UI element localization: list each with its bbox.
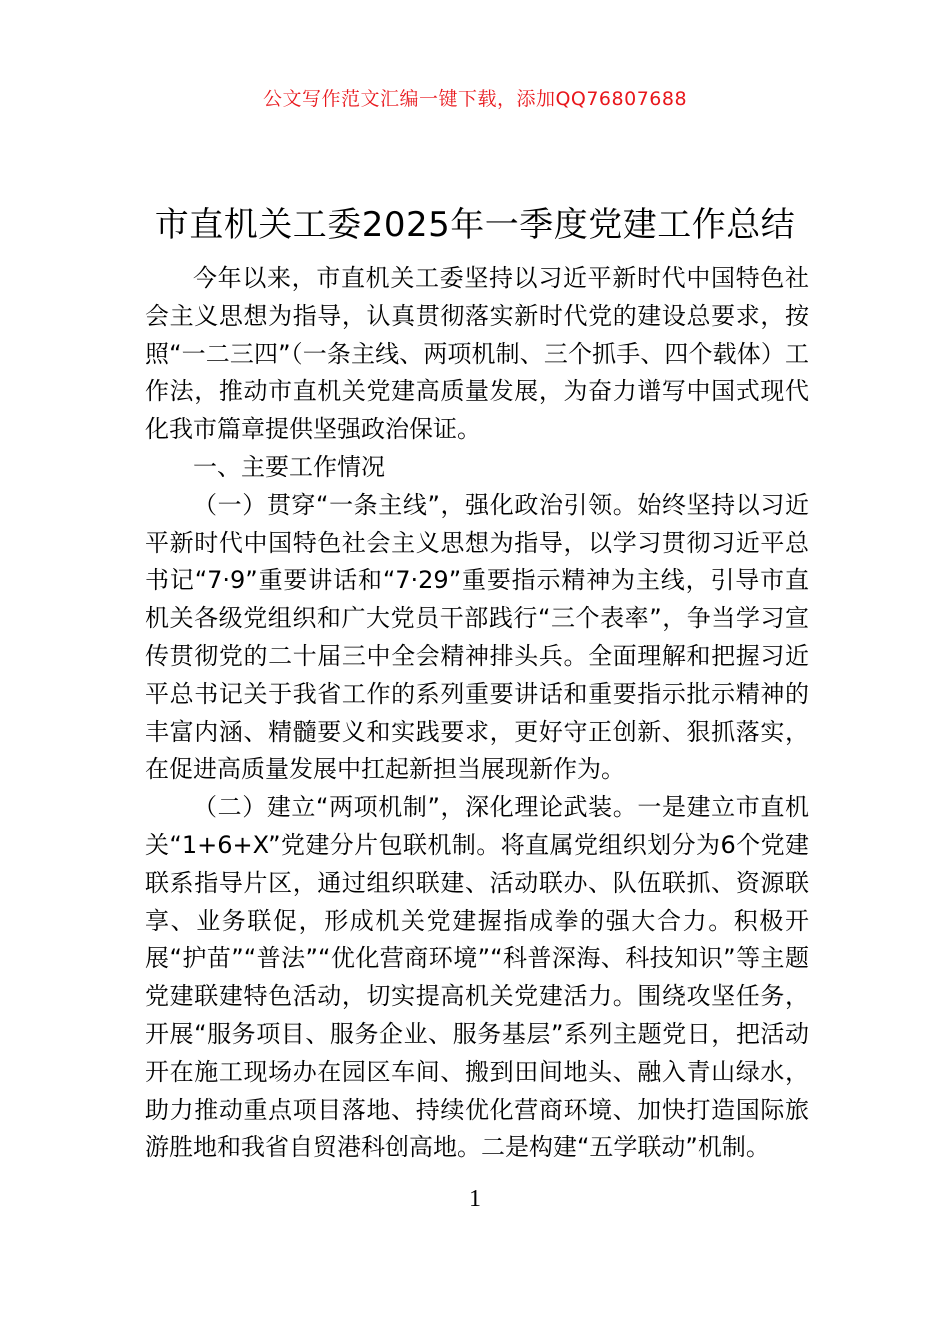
section-heading: 一、主要工作情况 — [193, 452, 385, 481]
download-note: 公文写作范文汇编一键下载，添加QQ76807688 — [262, 88, 688, 110]
intro-paragraph: 今年以来，市直机关工委坚持以习近平新时代中国特色社会主义思想为指导，认真贯彻落实新时代党的建设总要求，按照“一二三四”（一条主线、两项机制、三个抓手、四个载体）工作法，推动市直机关党建高质量发展，为奋力谱写中国式现代化我市篇章提供坚强政治保证。 — [145, 264, 809, 444]
document-body — [145, 260, 809, 1167]
page-number: 1 — [469, 1186, 481, 1212]
document-title: 市直机关工委2025年一季度党建工作总结 — [154, 204, 796, 245]
body-paragraph: （一）贯穿“一条主线”，强化政治引领。始终坚持以习近平新时代中国特色社会主义思想为指导，以学习贯彻习近平总书记“7·9”重要讲话和“7·29”重要指示精神为主线，引导市直机关各级党组织和广大党员干部践行“三个表率”，争当学习宣传贯彻党的二十届三中全会精神排头兵。全面理解和把握习近平总书记关于我省工作的系列重要讲话和重要指示批示精神的丰富内涵、精髓要义和实践要求，更好守正创新、狠抓落实，在促进高质量发展中扛起新担当展现新作为。 — [145, 490, 809, 784]
body-paragraph: （二）建立“两项机制”，深化理论武装。一是建立市直机关“1+6+X”党建分片包联机制。将直属党组织划分为6个党建联系指导片区，通过组织联建、活动联办、队伍联抓、资源联享、业务联促，形成机关党建握指成拳的强大合力。积极开展“护苗”“普法”“优化营商环境”“科普深海、科技知识”等主题党建联建特色活动，切实提高机关党建活力。围绕攻坚任务，开展“服务项目、服务企业、服务基层”系列主题党日，把活动开在施工现场办在园区车间、搬到田间地头、融入青山绿水，助力推动重点项目落地、持续优化营商环境、加快打造国际旅游胜地和我省自贸港科创高地。二是构建“五学联动”机制。 — [145, 793, 809, 1162]
